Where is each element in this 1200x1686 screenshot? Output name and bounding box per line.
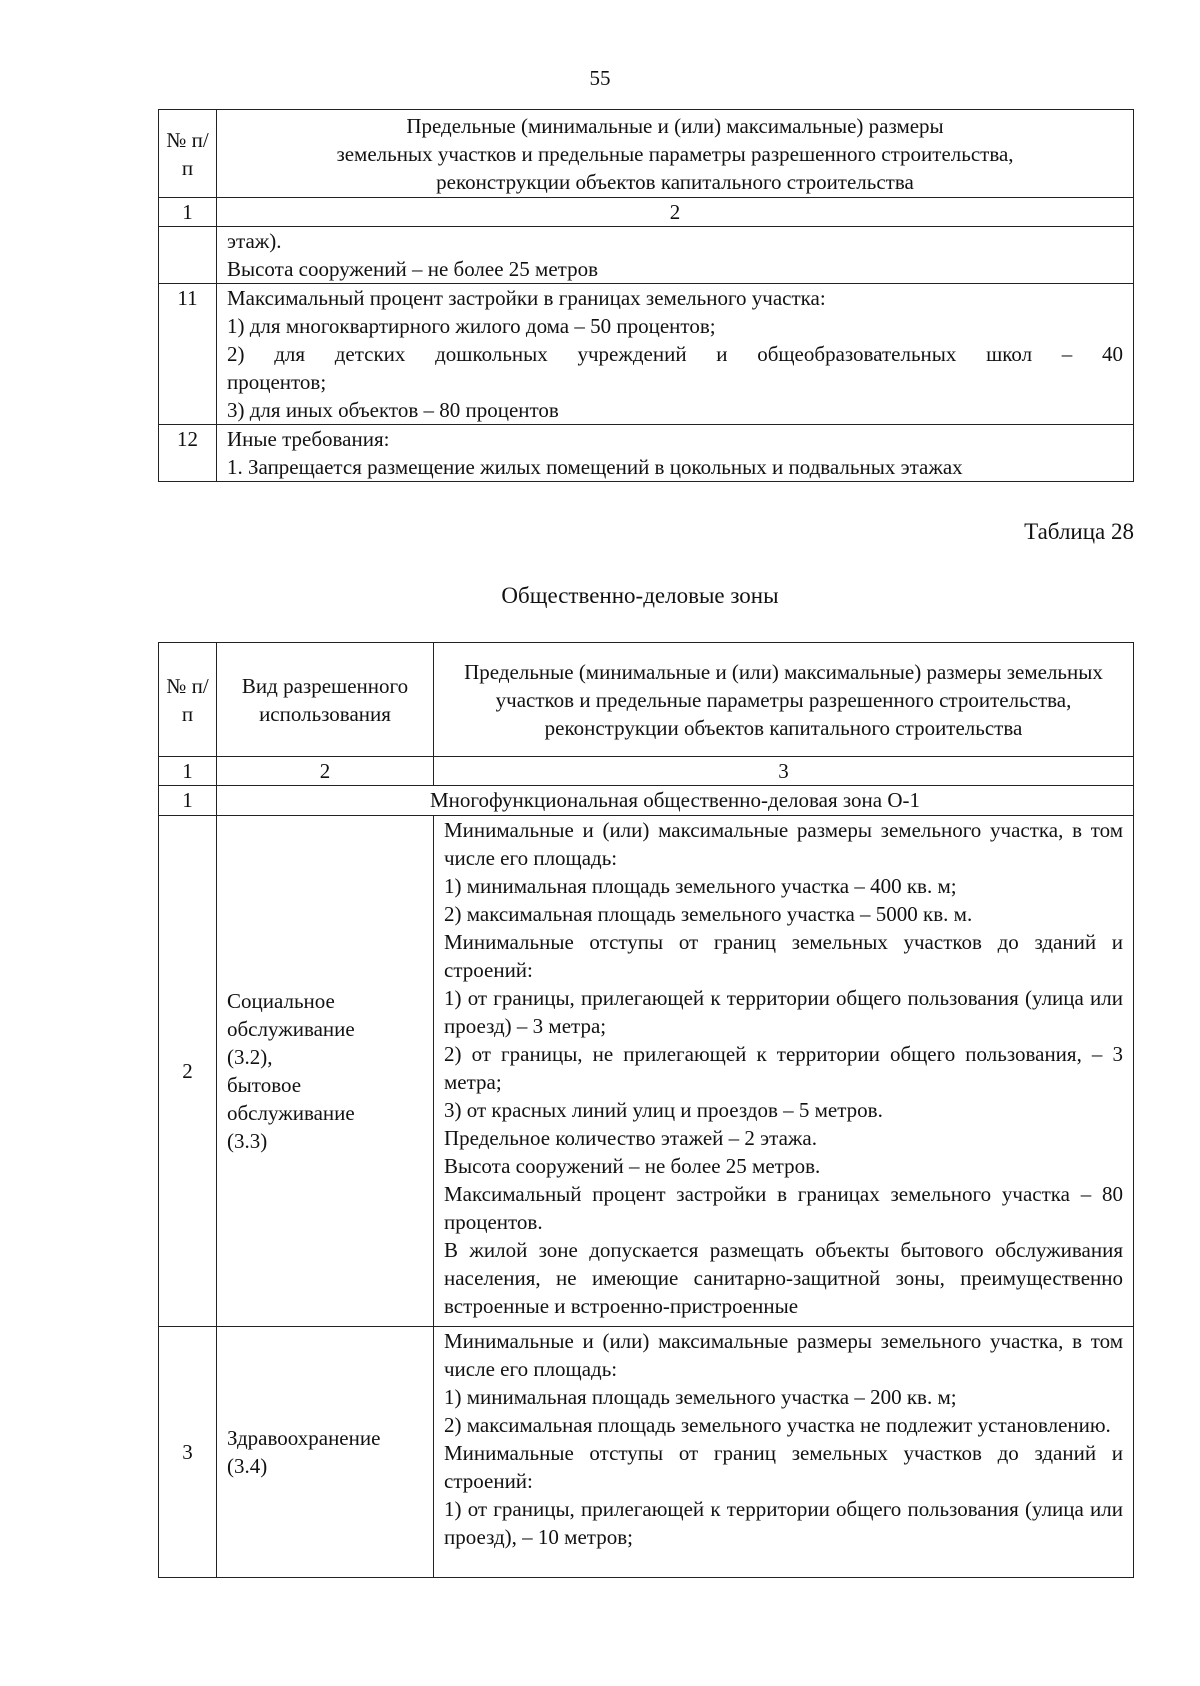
param-line: Минимальные отступы от границ земельных участков до зданий и строений: — [444, 1441, 1123, 1493]
use-type — [217, 816, 434, 1327]
param-line: Максимальный процент застройки в границах земельного участка – 80 процентов. — [444, 1182, 1123, 1234]
use-line: Социальное — [227, 989, 335, 1013]
use-type — [217, 1327, 434, 1578]
col-number: 1 — [159, 198, 217, 227]
zone-name: Многофункциональная общественно-деловая зона О-1 — [217, 786, 1134, 816]
table-title: Общественно-деловые зоны — [501, 583, 779, 608]
param-line: 1) минимальная площадь земельного участка – 200 кв. м; — [444, 1385, 957, 1409]
table-public-business-zones — [158, 642, 1134, 1578]
col-number: 2 — [217, 198, 1134, 227]
row-num: 1 — [159, 786, 217, 816]
param-line: 2) максимальная площадь земельного участка – 5000 кв. м. — [444, 902, 973, 926]
page-number: 55 — [589, 66, 611, 90]
row-line: Максимальный процент застройки в границах земельного участка: — [227, 286, 826, 310]
param-line: Минимальные и (или) максимальные размеры земельного участка, в том числе его площадь: — [444, 818, 1123, 870]
param-line: 1) от границы, прилегающей к территории общего пользования (улица или проезд), – 10 метров; — [444, 1497, 1123, 1549]
row-line: Иные требования: — [227, 427, 390, 451]
row-line: 1. Запрещается размещение жилых помещений в цокольных и подвальных этажах — [227, 455, 963, 479]
row-num — [159, 227, 217, 284]
row-num: 3 — [159, 1327, 217, 1578]
use-line: обслуживание — [227, 1017, 355, 1041]
param-line: Предельное количество этажей – 2 этажа. — [444, 1126, 817, 1150]
table-label: Таблица 28 — [1024, 519, 1134, 544]
param-line: Минимальные отступы от границ земельных участков до зданий и строений: — [444, 930, 1123, 982]
param-line: 1) от границы, прилегающей к территории общего пользования (улица или проезд) – 3 метра; — [444, 986, 1123, 1038]
table-row — [159, 816, 1134, 1327]
table-row — [159, 227, 1134, 284]
numbering-row — [159, 198, 1134, 227]
use-line: (3.4) — [227, 1454, 268, 1478]
param-line: Высота сооружений – не более 25 метров. — [444, 1154, 821, 1178]
col-number: 2 — [217, 757, 434, 786]
header-line: земельных участков и предельные параметры разрешенного строительства, — [336, 141, 1014, 166]
param-line: 2) максимальная площадь земельного участка не подлежит установлению. — [444, 1413, 1111, 1437]
row-num: 11 — [159, 284, 217, 425]
table-row — [159, 284, 1134, 425]
use-line: Здравоохранение — [227, 1426, 381, 1450]
params — [434, 1327, 1134, 1578]
use-line: (3.3) — [227, 1129, 268, 1153]
use-line: бытовое — [227, 1073, 302, 1097]
header-use: Вид разрешенного использования — [217, 643, 434, 757]
row-line: 1) для многоквартирного жилого дома – 50 процентов; — [227, 314, 716, 338]
zone-row — [159, 786, 1134, 816]
header-num: № п/п — [159, 110, 217, 198]
row-num: 2 — [159, 816, 217, 1327]
row-line: Высота сооружений – не более 25 метров — [227, 257, 598, 281]
param-line: 1) минимальная площадь земельного участка – 400 кв. м; — [444, 874, 957, 898]
use-line: обслуживание — [227, 1101, 355, 1125]
param-line: 3) от красных линий улиц и проездов – 5 метров. — [444, 1098, 883, 1122]
params — [434, 816, 1134, 1327]
table-continuation — [158, 109, 1134, 482]
row-line: 3) для иных объектов – 80 процентов — [227, 398, 559, 422]
numbering-row — [159, 757, 1134, 786]
table-header-row — [159, 110, 1134, 198]
row-num: 12 — [159, 425, 217, 482]
col-number: 1 — [159, 757, 217, 786]
header-num: № п/п — [159, 643, 217, 757]
header-params: Предельные (минимальные и (или) максимальные) размеры земельных участков и предельные параметры разрешенного строительства, реконструкции объектов капитального строительства — [434, 643, 1134, 757]
use-line: (3.2), — [227, 1045, 273, 1069]
row-line: 2) для детских дошкольных учреждений и общеобразовательных школ – 40 процентов; — [227, 342, 1123, 394]
row-line: этаж). — [227, 229, 282, 253]
table-row — [159, 425, 1134, 482]
table-header-row — [159, 643, 1134, 757]
col-number: 3 — [434, 757, 1134, 786]
table-row — [159, 1327, 1134, 1578]
header-line: реконструкции объектов капитального строительства — [436, 169, 914, 194]
param-line: В жилой зоне допускается размещать объекты бытового обслуживания населения, не имеющие санитарно-защитной зоны, преимущественно встроенные и встроенно-пристроенные — [444, 1238, 1123, 1318]
param-line: 2) от границы, не прилегающей к территории общего пользования, – 3 метра; — [444, 1042, 1123, 1094]
header-line: Предельные (минимальные и (или) максимальные) размеры — [406, 113, 944, 138]
param-line: Минимальные и (или) максимальные размеры земельного участка, в том числе его площадь: — [444, 1329, 1123, 1381]
header-params — [217, 110, 1134, 198]
